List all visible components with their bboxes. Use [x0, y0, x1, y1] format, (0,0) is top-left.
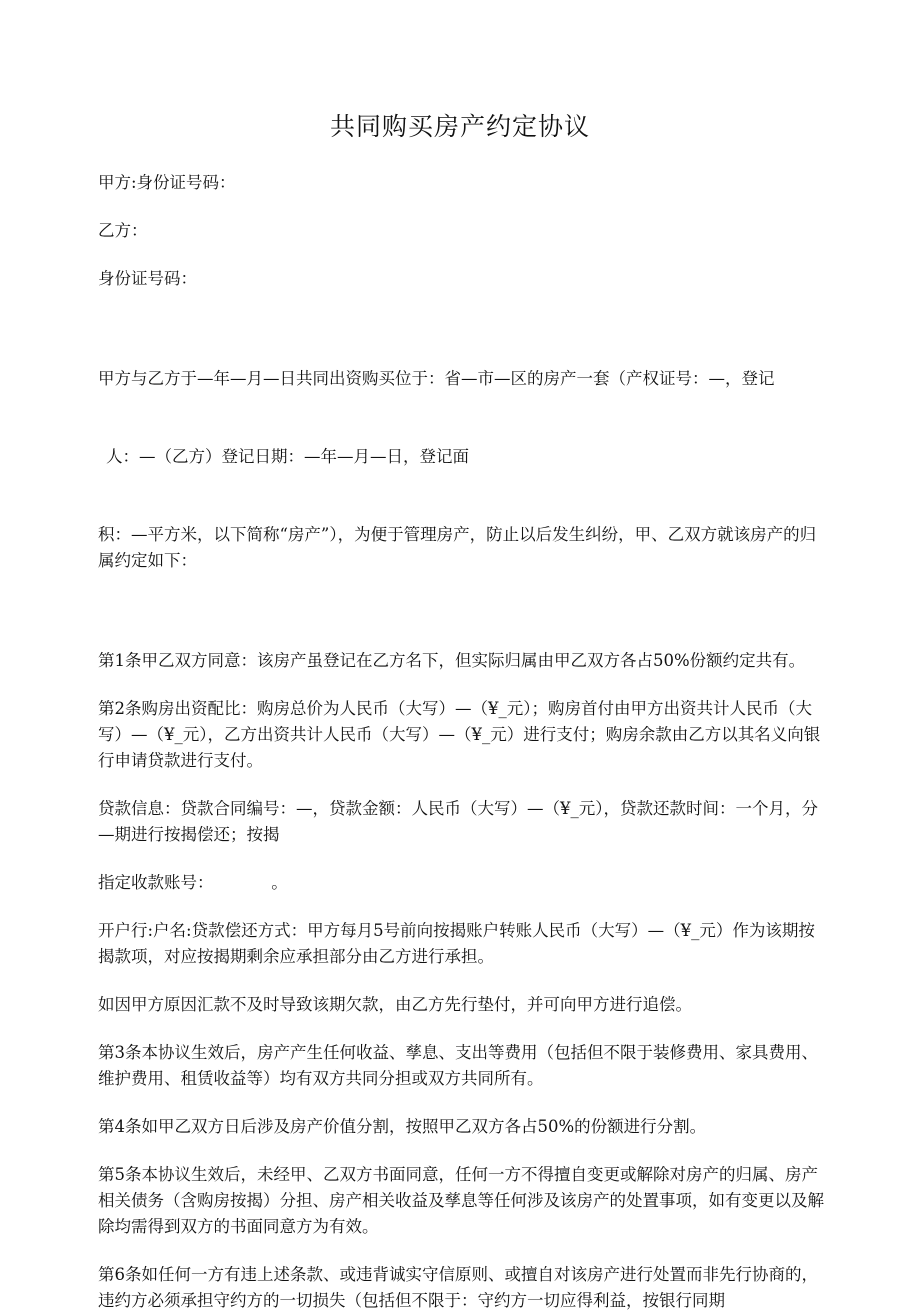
late-payment-paragraph: 如因甲方原因汇款不及时导致该期欠款，由乙方先行垫付，并可向甲方进行追偿。 [98, 995, 692, 1014]
purchase-intro-line-3: 积：—平方米，以下简称“房产”），为便于管理房产，防止以后发生纠纷，甲、乙双方就该房产的归属约定如下： [98, 525, 817, 570]
loan-info-paragraph: 贷款信息：贷款合同编号：—，贷款金额：人民币（大写）—（¥_元），贷款还款时间：一个月，分—期进行按揭偿还；按揭 [98, 799, 818, 844]
party-b-line: 乙方： [98, 221, 148, 240]
receiving-account-line: 指定收款账号： 。 [98, 873, 288, 892]
article-5: 第5条本协议生效后，未经甲、乙双方书面同意，任何一方不得擅自变更或解除对房产的归属、房产相关债务（含购房按揭）分担、房产相关收益及孳息等任何涉及该房产的处置事项，如有变更以及解除均需得到双方的书面同意方为有效。 [98, 1165, 824, 1236]
purchase-intro-line-1: 甲方与乙方于—年—月—日共同出资购买位于：省—市—区的房产一套（产权证号：—，登记 [98, 369, 775, 388]
article-2: 第2条购房出资配比：购房总价为人民币（大写）—（¥_元）；购房首付由甲方出资共计人民币（大写）—（¥_元），乙方出资共计人民币（大写）—（¥_元）进行支付；购房余款由乙方以其名义向银行申请贷款进行支付。 [98, 699, 821, 770]
document-title: 共同购买房产约定协议 [329, 112, 590, 141]
article-4: 第4条如甲乙双方日后涉及房产价值分割，按照甲乙双方各占50%的份额进行分割。 [98, 1117, 707, 1136]
repayment-method-paragraph: 开户行:户名:贷款偿还方式：甲方每月5号前向按揭账户转账人民币（大写）—（¥_元）作为该期按揭款项，对应按揭期剩余应承担部分由乙方进行承担。 [98, 921, 815, 966]
party-a-line: 甲方:身份证号码： [98, 173, 236, 192]
article-6: 第6条如任何一方有违上述条款、或违背诚实守信原则、或擅自对该房产进行处置而非先行协商的，违约方必须承担守约方的一切损失（包括但不限于：守约方一切应得利益，按银行同期 [98, 1265, 818, 1310]
article-3: 第3条本协议生效后，房产产生任何收益、孳息、支出等费用（包括但不限于装修费用、家具费用、维护费用、租赁收益等）均有双方共同分担或双方共同所有。 [98, 1043, 818, 1088]
purchase-intro-paragraph [98, 314, 828, 626]
article-1: 第1条甲乙双方同意：该房产虽登记在乙方名下，但实际归属由甲乙双方各占50%份额约定共有。 [98, 651, 806, 670]
id-number-line: 身份证号码： [98, 269, 197, 288]
purchase-intro-line-2: 人：—（乙方）登记日期：—年—月—日，登记面 [106, 447, 469, 466]
document-body [98, 170, 828, 1314]
